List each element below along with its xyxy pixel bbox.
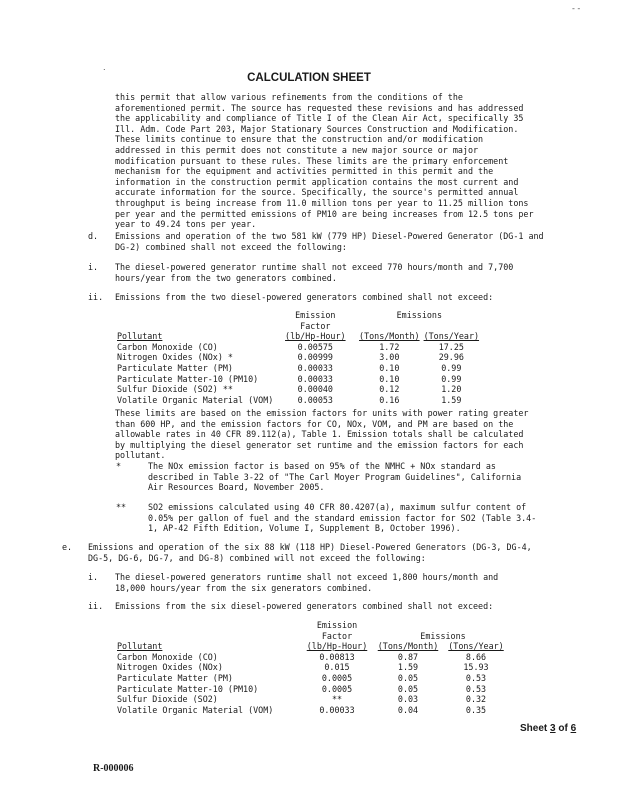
text-line: described in Table 3-22 of "The Carl Moyer Program Guidelines", California — [148, 471, 522, 482]
cell-year: 0.32 — [465, 694, 487, 705]
cell-pollutant: Particulate Matter (PM) — [117, 362, 233, 373]
text-line: 18,000 hours/year from the six generators combined. — [115, 582, 373, 593]
cell-pollutant: Carbon Monoxide (CO) — [117, 341, 218, 352]
cell-pollutant: Particulate Matter (PM) — [117, 672, 233, 683]
text-line: The diesel-powered generators runtime shall not exceed 1,800 hours/month and — [115, 572, 499, 582]
header-factor-2: Factor — [321, 630, 353, 641]
header-year: (Tons/Year) — [448, 641, 504, 652]
note-2-marker: ** — [116, 502, 127, 512]
note-2-text — [148, 502, 536, 534]
sheet-prefix: Sheet — [520, 723, 551, 734]
header-emissions: Emissions — [420, 630, 466, 641]
text-line: than 600 HP, and the emission factors for CO, NOx, VOM, and PM are based on the — [115, 418, 514, 429]
sheet-current: 3 — [550, 723, 556, 734]
item-e-ii-marker: ii. — [88, 601, 104, 611]
text-line: this permit that allow various refinements from the conditions of the — [115, 92, 463, 102]
header-factor-3: (lb/Hp-Hour) — [285, 331, 346, 342]
cell-factor: 0.00999 — [297, 352, 333, 363]
cell-year: 0.53 — [465, 683, 487, 694]
cell-factor: 0.00033 — [297, 362, 333, 373]
section-d-text — [115, 231, 544, 252]
cell-year: 1.20 — [441, 384, 462, 395]
text-line: These limits are based on the emission factors for units with power rating greater — [115, 408, 529, 418]
cell-month: 0.05 — [397, 683, 419, 694]
cell-factor: 0.015 — [324, 662, 350, 673]
note-1-marker: * — [116, 461, 122, 471]
text-line: per year and the permitted emissions of PM10 are being increases from 12.5 tons per — [115, 208, 534, 219]
text-line: the applicability and compliance of Title I of the Clean Air Act, specifically 35 — [115, 113, 524, 124]
text-line: accurate information for the source. Specifically, the source's permitted annual — [115, 187, 519, 198]
header-month: (Tons/Month) — [377, 641, 439, 652]
cell-year: 0.35 — [465, 704, 487, 715]
text-line: mechanism for the equipment and activities permitted in this permit and the — [115, 166, 494, 177]
cell-factor: 0.00053 — [297, 394, 333, 405]
table-row — [117, 395, 481, 406]
sheet-total: 6 — [570, 723, 577, 734]
document-id: R-000006 — [93, 763, 134, 774]
cell-factor: 0.00813 — [319, 651, 355, 662]
text-line: by multiplying the diesel generator set runtime and the emission factors for each — [115, 439, 524, 450]
note-1-text — [148, 461, 521, 493]
text-line: throughput is being increase from 11.0 million tons per year to 11.25 million tons — [115, 197, 529, 208]
cell-month: 0.04 — [397, 704, 419, 715]
header-factor-3: (lb/Hp-Hour) — [306, 641, 368, 652]
text-line: aforementioned permit. The source has requested these revisions and has addressed — [115, 102, 524, 113]
item-d-ii-marker: ii. — [88, 292, 104, 302]
cell-pollutant: Volatile Organic Material (VOM) — [117, 704, 274, 715]
cell-factor: 0.0005 — [321, 683, 353, 694]
page-title: CALCULATION SHEET — [247, 72, 371, 84]
table-row — [117, 384, 481, 395]
cell-year: 0.99 — [441, 362, 462, 373]
text-line: DG-2) combined shall not exceed the following: — [115, 241, 347, 252]
cell-factor: ** — [331, 694, 343, 705]
text-line: hours/year from the two generators combined. — [115, 272, 337, 283]
item-d-ii-text — [115, 292, 493, 303]
header-factor-2: Factor — [300, 320, 331, 331]
cell-month: 0.87 — [397, 651, 419, 662]
text-line: The diesel-powered generator runtime shall not exceed 770 hours/month and 7,700 — [115, 262, 514, 272]
text-line: Air Resources Board, November 2005. — [148, 482, 325, 493]
item-e-ii-text — [115, 601, 493, 612]
text-line: information in the construction permit application contains the most current and — [115, 176, 519, 187]
cell-factor: 0.0005 — [321, 672, 353, 683]
cell-year: 15.93 — [463, 662, 489, 673]
cell-year: 17.25 — [438, 341, 464, 352]
text-line: modification pursuant to these rules. These limits are the primary enforcement — [115, 155, 509, 166]
emissions-table-e — [117, 620, 511, 715]
scan-mark: - - — [572, 4, 581, 13]
table-row — [117, 684, 511, 695]
header-year: (Tons/Year) — [423, 331, 480, 342]
cell-pollutant: Nitrogen Oxides (NOx) * — [117, 352, 233, 363]
text-line: Emissions from the six diesel-powered generators combined shall not exceed: — [115, 601, 494, 611]
table-row — [117, 652, 511, 663]
cell-factor: 0.00040 — [297, 384, 333, 395]
header-factor-1: Emission — [295, 310, 336, 320]
cell-month: 0.12 — [379, 384, 400, 395]
cell-year: 1.59 — [441, 394, 462, 405]
cell-month: 1.72 — [379, 341, 400, 352]
cell-month: 3.00 — [379, 352, 400, 363]
cell-month: 0.16 — [379, 394, 400, 405]
text-line: Emissions and operation of the six 88 kW (118 HP) Diesel-Powered Generators (DG-3, DG-4, — [88, 542, 532, 552]
header-pollutant: Pollutant — [117, 641, 163, 652]
table-row — [117, 352, 481, 363]
text-line: Ill. Adm. Code Part 203, Major Stationary Sources Construction and Modification. — [115, 123, 519, 134]
text-line: The NOx emission factor is based on 95% of the NMHC + NOx standard as — [148, 461, 496, 471]
text-line: pollutant. — [115, 450, 166, 461]
text-line: These limits continue to ensure that the construction and/or modification — [115, 134, 484, 145]
table-row — [117, 374, 481, 385]
cell-pollutant: Sulfur Dioxide (SO2) ** — [117, 384, 233, 395]
cell-pollutant: Particulate Matter-10 (PM10) — [117, 373, 259, 384]
table-row — [117, 705, 511, 716]
cell-pollutant: Particulate Matter-10 (PM10) — [117, 683, 259, 694]
item-e-i-text — [115, 572, 498, 593]
item-d-i-marker: i. — [88, 262, 99, 272]
header-month: (Tons/Month) — [359, 331, 420, 342]
text-line: Emissions from the two diesel-powered generators combined shall not exceed: — [115, 292, 494, 302]
cell-pollutant: Carbon Monoxide (CO) — [117, 651, 218, 662]
item-e-i-marker: i. — [88, 572, 99, 582]
text-line: DG-5, DG-6, DG-7, and DG-8) combined will not exceed the following: — [88, 552, 426, 563]
item-d-i-text — [115, 262, 513, 283]
scan-mark: . — [103, 63, 106, 72]
emissions-table-d — [117, 310, 481, 405]
cell-month: 0.03 — [397, 694, 419, 705]
cell-year: 8.66 — [465, 651, 487, 662]
header-emissions: Emissions — [396, 310, 442, 320]
sheet-of: of — [555, 723, 571, 734]
cell-pollutant: Sulfur Dioxide (SO2) — [117, 694, 218, 705]
cell-factor: 0.00575 — [297, 341, 333, 352]
cell-factor: 0.00033 — [319, 704, 355, 715]
section-d-after-table — [115, 408, 528, 461]
sheet-number — [520, 723, 576, 734]
cell-pollutant: Nitrogen Oxides (NOx) — [117, 662, 223, 673]
text-line: year to 49.24 tons per year. — [115, 219, 257, 230]
text-line: 0.05% per gallon of fuel and the standard emission factor for SO2 (Table 3.4- — [148, 512, 537, 523]
table-row — [117, 342, 481, 353]
table-row — [117, 662, 511, 673]
cell-factor: 0.00033 — [297, 373, 333, 384]
cell-month: 1.59 — [397, 662, 419, 673]
text-line: Emissions and operation of the two 581 kW (779 HP) Diesel-Powered Generator (DG-1 and — [115, 231, 544, 241]
text-line: allowable rates in 40 CFR 89.112(a), Table 1. Emission totals shall be calculated — [115, 429, 524, 440]
text-line: SO2 emissions calculated using 40 CFR 80.4207(a), maximum sulfur content of — [148, 502, 527, 512]
cell-month: 0.10 — [379, 373, 400, 384]
table-row — [117, 694, 511, 705]
cell-year: 0.99 — [441, 373, 462, 384]
text-line: 1, AP-42 Fifth Edition, Volume I, Supplement B, October 1996). — [148, 523, 461, 534]
table-row — [117, 363, 481, 374]
section-e-marker: e. — [62, 542, 73, 552]
header-factor-1: Emission — [316, 620, 358, 630]
intro-paragraph — [115, 92, 534, 230]
section-e-text — [88, 542, 532, 563]
cell-pollutant: Volatile Organic Material (VOM) — [117, 394, 274, 405]
text-line: addressed in this permit does not constitute a new major source or major — [115, 144, 479, 155]
cell-month: 0.05 — [397, 672, 419, 683]
cell-year: 0.53 — [465, 672, 487, 683]
cell-month: 0.10 — [379, 362, 400, 373]
cell-year: 29.96 — [438, 352, 464, 363]
section-d-marker: d. — [88, 231, 99, 241]
header-pollutant: Pollutant — [117, 331, 163, 342]
table-row — [117, 673, 511, 684]
